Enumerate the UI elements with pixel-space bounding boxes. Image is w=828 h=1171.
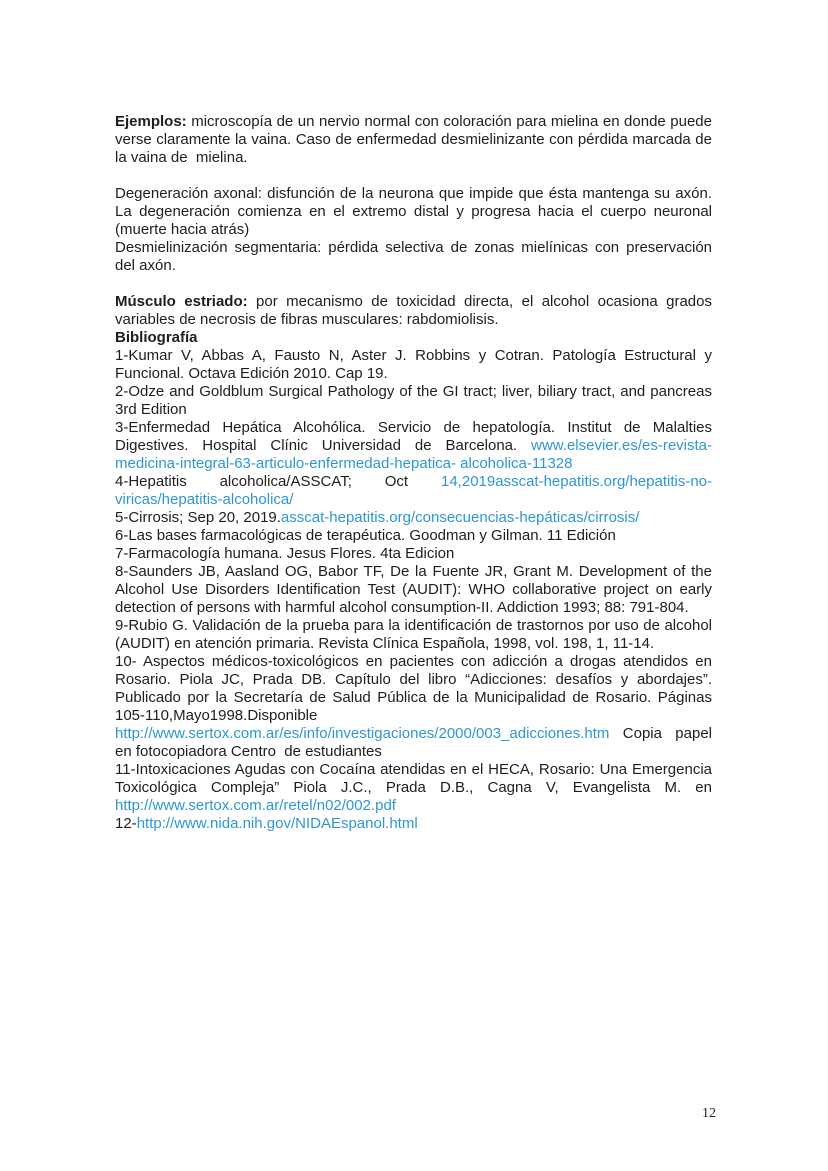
bibliography-list: [115, 347, 717, 833]
bib-entry: [115, 527, 712, 545]
paragraph-ejemplos: [115, 113, 717, 167]
bib-entry-text: 2-Odze and Goldblum Surgical Pathology of the GI tract; liver, biliary tract, and pancreas 3rd Edition: [115, 383, 717, 418]
paragraph-ejemplos-text: microscopía de un nervio normal con coloración para mielina en donde puede verse claramente la vaina. Caso de enfermedad desmielinizante con pérdida marcada de la vaina de mielina.: [115, 113, 717, 166]
bib-entry: [115, 761, 717, 815]
bib-url-link[interactable]: asscat-hepatitis.org/consecuencias-hepáticas/cirrosis/: [280, 509, 640, 526]
bib-entry: [115, 509, 712, 527]
paragraph-ejemplos-lead: Ejemplos:: [115, 113, 187, 130]
bib-entry: [115, 383, 717, 419]
bib-entry-text: Copia papel en fotocopiadora Centro de estudiantes: [115, 725, 717, 760]
bib-entry-text: 5-Cirrosis; Sep 20, 2019.: [115, 509, 281, 526]
bib-entry-text: 12-: [115, 815, 137, 832]
bibliography-heading: Bibliografía: [115, 329, 198, 346]
bib-entry: [115, 419, 717, 473]
bib-entry-text: 6-Las bases farmacológicas de terapéutica. Goodman y Gilman. 11 Edición: [115, 527, 616, 544]
paragraph-degeneracion: [115, 185, 717, 275]
bib-url-link[interactable]: 14,2019asscat-hepatitis.org/hepatitis-no-viricas/hepatitis-alcoholica/: [115, 473, 712, 508]
bib-entry: [115, 815, 712, 833]
bib-entry-text: 10- Aspectos médicos-toxicológicos en pacientes con adicción a drogas atendidos en Rosario. Piola JC, Prada DB. Capítulo del libro “Adicciones: desafíos y abordajes”. Publicado por la Secretaría de Salud Pública de la Municipalidad de Rosario. Páginas 105-110,Mayo1998.Disponible: [115, 653, 717, 724]
paragraph-degeneracion-line1: Degeneración axonal: disfunción de la neurona que impide que ésta mantenga su axón. La degeneración comienza en el extremo distal y progresa hacia el cuerpo neuronal (muerte hacia atrás): [115, 185, 717, 238]
bib-entry-text: 8-Saunders JB, Aasland OG, Babor TF, De la Fuente JR, Grant M. Development of the Alcohol Use Disorders Identification Test (AUDIT): WHO collaborative project on early detection of persons with harmful alcohol consumption-II. Addiction 1993; 88: 791-804.: [115, 563, 717, 616]
bib-url-link[interactable]: http://www.sertox.com.ar/es/info/investigaciones/2000/003_adicciones.htm: [115, 725, 610, 742]
paragraph-musculo: [115, 293, 717, 329]
bib-entry-text: 1-Kumar V, Abbas A, Fausto N, Aster J. Robbins y Cotran. Patología Estructural y Funcional. Octava Edición 2010. Cap 19.: [115, 347, 717, 382]
bib-entry-text: 4-Hepatitis alcoholica/ASSCAT; Oct: [115, 473, 441, 490]
bib-entry: [115, 653, 717, 761]
paragraph-musculo-lead: Músculo estriado:: [115, 293, 248, 310]
bib-entry-text: 11-Intoxicaciones Agudas con Cocaína atendidas en el HECA, Rosario: Una Emergencia Toxicológica Compleja” Piola J.C., Prada D.B., Cagna V, Evangelista M. en: [115, 761, 717, 796]
bib-entry: [115, 545, 712, 563]
bib-url-link[interactable]: http://www.nida.nih.gov/NIDAEspanol.html: [136, 815, 418, 832]
bib-entry-text: 9-Rubio G. Validación de la prueba para la identificación de trastornos por uso de alcohol (AUDIT) en atención primaria. Revista Clínica Española, 1998, vol. 198, 1, 11-14.: [115, 617, 717, 652]
bib-entry: [115, 347, 717, 383]
bib-entry-text: 3-Enfermedad Hepática Alcohólica. Servicio de hepatología. Institut de Malalties Digestives. Hospital Clínic Universidad de Barcelona.: [115, 419, 717, 454]
paragraph-musculo-text: por mecanismo de toxicidad directa, el alcohol ocasiona grados variables de necrosis de fibras musculares: rabdomiolisis.: [115, 293, 717, 328]
bib-entry: [115, 473, 712, 509]
bib-url-link[interactable]: http://www.sertox.com.ar/retel/n02/002.pdf: [115, 797, 396, 814]
paragraph-degeneracion-line2: Desmielinización segmentaria: pérdida selectiva de zonas mielínicas con preservación del axón.: [115, 239, 717, 274]
bib-url-link[interactable]: www.elsevier.es/es-revista-medicina-integral-63-articulo-enfermedad-hepatica- alcoholica-11328: [115, 437, 712, 472]
bib-entry: [115, 563, 717, 617]
bib-entry-text: 7-Farmacología humana. Jesus Flores. 4ta Edicion: [115, 545, 455, 562]
page-number: 12: [702, 1106, 716, 1121]
bib-entry: [115, 617, 717, 653]
page-content: [115, 113, 717, 833]
